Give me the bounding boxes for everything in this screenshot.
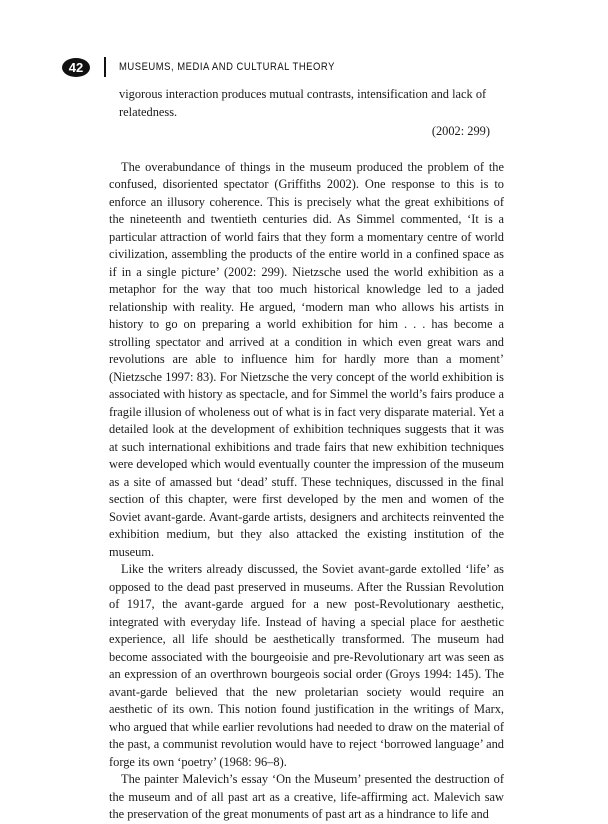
paragraph-3: The painter Malevich’s essay ‘On the Museum’ presented the destruction of the museum and of all past art as a creative, life-affirming act. Malevich saw the preservation of the great monuments of past art as a hindrance to life and xyxy=(109,772,504,821)
quote-citation: (2002: 299) xyxy=(431,124,490,138)
paragraph-1: The overabundance of things in the museum produced the problem of the confused, disoriented spectator (Griffiths 2002). One response to this is to enforce an illusory coherence. This is precisely what the great exhibitions of the nineteenth and twentieth centuries did. As Simmel commented, ‘It is a particular attraction of world fairs that they form a momentary centre of world civilization, assembling the products of the entire world in a confined space as if in a single picture’ (2002: 299). Nietzsche used the world exhibition as a metaphor for the way that too much historical knowledge led to a jaded relationship with reality. He argued, ‘modern man who allows his artists in history to go on preparing a world exhibition for him . . . has become a strolling spectator and arrived at a condition in which even great wars and revolutions are able to influence him for hardly more than a moment’ (Nietzsche 1997: 83). For Nietzsche the very concept of the world exhibition is associated with history as spectacle, and for Simmel the world’s fairs produce a fragile illusion of wholeness out of what is in fact very disparate material. Yet a detailed look at the development of exhibition techniques suggests that it was at such international exhibitions and trade fairs that new exhibition techniques were developed which would eventually counter the impression of the museum as a site of amassed but ‘dead’ stuff. These techniques, discussed in the final section of this chapter, were first developed by the men and women of the Soviet avant-garde. Avant-garde artists, designers and architects reinvented the exhibition medium, but they also attacked the existing institution of the museum. xyxy=(109,159,504,559)
header-divider xyxy=(104,57,106,77)
page-body xyxy=(109,86,504,824)
page-number-badge xyxy=(62,58,90,77)
running-header xyxy=(62,57,370,77)
page-number: 42 xyxy=(68,59,84,75)
paragraph-2: Like the writers already discussed, the Soviet avant-garde extolled ‘life’ as opposed to the dead past preserved in museums. After the Russian Revolution of 1917, the avant-garde argued for a new post-Revolutionary aesthetic, integrated with everyday life. Instead of having a special place for aesthetic experience, all life should be aesthetically transformed. The museum had become associated with the bourgeoisie and pre-Revolutionary art was seen as an expression of an overthrown bourgeois social order (Groys 1994: 145). The avant-garde believed that the new proletarian society would require an aesthetic of its own. This notion found justification in the writings of Marx, who argued that while earlier revolutions had needed to draw on the material of the past, a communist revolution would have to reject ‘borrowed language’ and forge its own ‘poetry’ (1968: 96–8). xyxy=(109,562,504,769)
running-title: MUSEUMS, MEDIA AND CULTURAL THEORY xyxy=(119,61,335,73)
block-quote: vigorous interaction produces mutual contrasts, intensification and lack of relatedness. xyxy=(119,87,487,119)
